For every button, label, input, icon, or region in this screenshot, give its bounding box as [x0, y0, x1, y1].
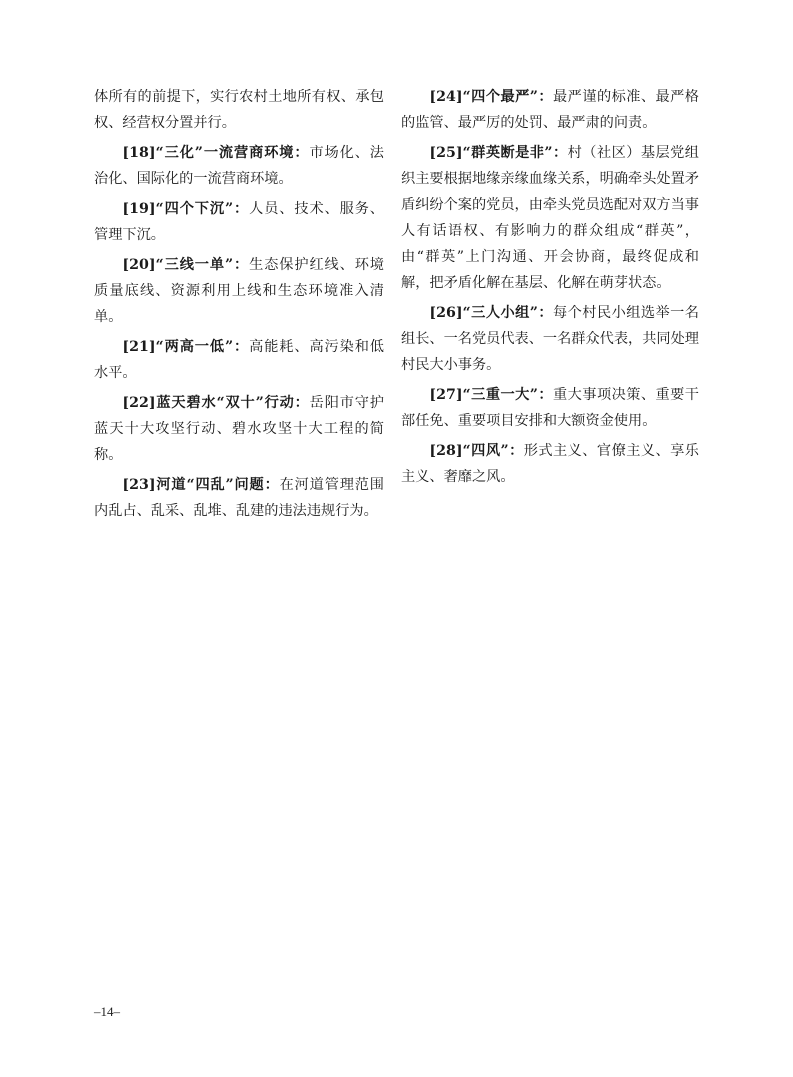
glossary-entry-28 — [401, 438, 699, 490]
definition-text: 市场化、法治化、国际化的一流营商环境。 — [94, 145, 384, 187]
glossary-entry-20 — [94, 252, 384, 330]
term-label: [28]“四风”： — [429, 443, 524, 459]
glossary-entry-27 — [401, 382, 699, 434]
term-label: [26]“三人小组”： — [429, 305, 554, 321]
definition-text: 形式主义、官僚主义、享乐主义、奢靡之风。 — [401, 443, 699, 485]
definition-text: 最严谨的标准、最严格的监管、最严厉的处罚、最严肃的问责。 — [401, 89, 699, 131]
definition-text: 人员、技术、服务、管理下沉。 — [94, 201, 384, 243]
term-label: [24]“四个最严”： — [429, 89, 554, 105]
left-column — [94, 84, 384, 528]
definition-text: 村（社区）基层党组织主要根据地缘亲缘血缘关系，明确牵头处置矛盾纠纷个案的党员，由牵头党员选配对双方当事人有话语权、有影响力的群众组成“群英”，由“群英”上门沟通、开会协商，最终促成和解，把矛盾化解在基层、化解在萌芽状态。 — [401, 145, 699, 291]
definition-text: 生态保护红线、环境质量底线、资源利用上线和生态环境准入清单。 — [94, 257, 384, 325]
term-label: [18]“三化”一流营商环境： — [122, 145, 310, 161]
definition-text: 重大事项决策、重要干部任免、重要项目安排和大额资金使用。 — [401, 387, 699, 429]
glossary-entry-18 — [94, 140, 384, 192]
definition-text: 每个村民小组选举一名组长、一名党员代表、一名群众代表，共同处理村民大小事务。 — [401, 305, 699, 373]
glossary-entry-25 — [401, 140, 699, 296]
right-column — [401, 84, 699, 494]
definition-text: 岳阳市守护蓝天十大攻坚行动、碧水攻坚十大工程的简称。 — [94, 395, 384, 463]
definition-text: 在河道管理范围内乱占、乱采、乱堆、乱建的违法违规行为。 — [94, 477, 384, 519]
paragraph-continuation — [94, 84, 384, 136]
term-label: [27]“三重一大”： — [429, 387, 554, 403]
term-label: [21]“两高一低”： — [122, 339, 250, 355]
term-label: [22]蓝天碧水“双十”行动： — [122, 395, 310, 411]
glossary-entry-21 — [94, 334, 384, 386]
glossary-entry-23 — [94, 472, 384, 524]
term-label: [23]河道“四乱”问题： — [122, 477, 280, 493]
glossary-entry-24 — [401, 84, 699, 136]
definition-text: 体所有的前提下，实行农村土地所有权、承包权、经营权分置并行。 — [94, 89, 384, 131]
glossary-entry-22 — [94, 390, 384, 468]
term-label: [19]“四个下沉”： — [122, 201, 250, 217]
glossary-entry-19 — [94, 196, 384, 248]
term-label: [25]“群英断是非”： — [429, 145, 568, 161]
term-label: [20]“三线一单”： — [122, 257, 250, 273]
glossary-entry-26 — [401, 300, 699, 378]
page-number: –14– — [94, 1004, 120, 1019]
definition-text: 高能耗、高污染和低水平。 — [94, 339, 384, 381]
